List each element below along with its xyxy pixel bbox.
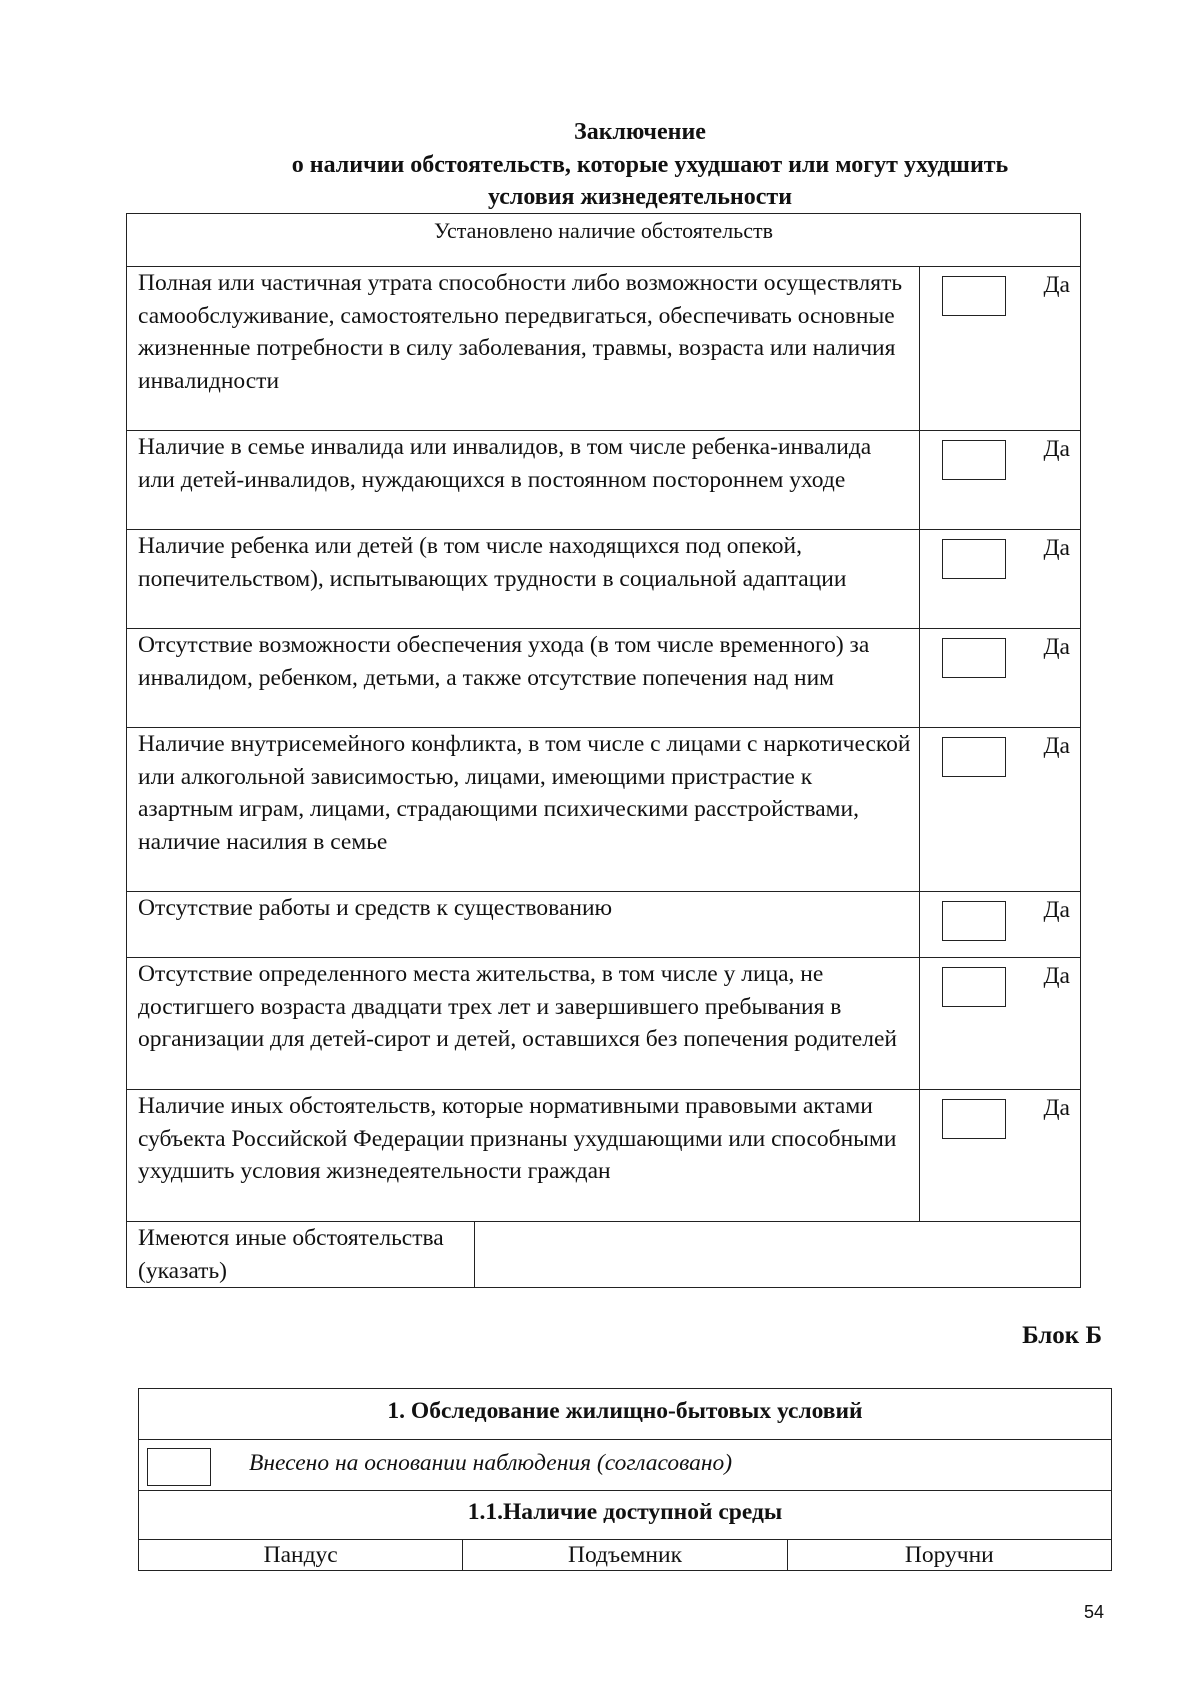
circumstance-check-8[interactable]	[920, 1090, 1081, 1222]
observation-row	[139, 1440, 1112, 1491]
circumstance-row-6: Отсутствие работы и средств к существованию	[127, 892, 920, 958]
column-ramp: Пандус	[139, 1540, 463, 1571]
yes-label: Да	[1043, 897, 1070, 923]
circumstance-check-6[interactable]	[920, 892, 1081, 958]
yes-label: Да	[1043, 634, 1070, 660]
circumstance-row-5: Наличие внутрисемейного конфликта, в том числе с лицами с наркотической или алкогольной зависимостью, лицами, имеющими пристрастие к азартным играм, лицами, страдающими психическими расстройствами, наличие насилия в семье	[127, 728, 920, 892]
circumstance-row-1: Полная или частичная утрата способности либо возможности осуществлять самообслуживание, самостоятельно передвигаться, обеспечивать основные жизненные потребности в силу заболевания, травмы, возраста или наличия инвалидности	[127, 267, 920, 431]
circumstance-row-8: Наличие иных обстоятельств, которые нормативными правовыми актами субъекта Российской Федерации признаны ухудшающими или способными ухудшить условия жизнедеятельности граждан	[127, 1090, 920, 1222]
yes-label: Да	[1043, 733, 1070, 759]
checkbox[interactable]	[942, 967, 1006, 1007]
circumstance-check-1[interactable]	[920, 267, 1081, 431]
yes-label: Да	[1043, 535, 1070, 561]
yes-label: Да	[1043, 272, 1070, 298]
checkbox[interactable]	[942, 901, 1006, 941]
circumstance-check-4[interactable]	[920, 629, 1081, 728]
circumstance-check-3[interactable]	[920, 530, 1081, 629]
column-lift: Подъемник	[463, 1540, 787, 1571]
column-handrails: Поручни	[787, 1540, 1111, 1571]
checkbox[interactable]	[942, 1099, 1006, 1139]
other-circumstances-field[interactable]	[475, 1222, 1081, 1288]
circumstance-row-3: Наличие ребенка или детей (в том числе находящихся под опекой, попечительством), испытывающих трудности в социальной адаптации	[127, 530, 920, 629]
section-heading: 1. Обследование жилищно-бытовых условий	[139, 1389, 1112, 1440]
other-circumstances-label: Имеются иные обстоятельства (указать)	[127, 1222, 475, 1288]
checkbox[interactable]	[942, 276, 1006, 316]
observation-note: Внесено на основании наблюдения (согласовано)	[249, 1450, 733, 1476]
document-title: Заключение	[574, 119, 706, 145]
block-label: Блок Б	[1022, 1322, 1102, 1349]
circumstances-table-header: Установлено наличие обстоятельств	[127, 214, 1081, 267]
circumstance-check-7[interactable]	[920, 958, 1081, 1090]
yes-label: Да	[1043, 963, 1070, 989]
circumstance-row-2: Наличие в семье инвалида или инвалидов, в том числе ребенка-инвалида или детей-инвалидов, нуждающихся в постоянном постороннем уходе	[127, 431, 920, 530]
checkbox[interactable]	[942, 737, 1006, 777]
checkbox[interactable]	[942, 638, 1006, 678]
circumstance-row-4: Отсутствие возможности обеспечения ухода (в том числе временного) за инвалидом, ребенком, детьми, а также отсутствие попечения над ним	[127, 629, 920, 728]
circumstances-table	[126, 213, 1081, 1288]
living-conditions-table	[138, 1388, 1112, 1571]
yes-label: Да	[1043, 1095, 1070, 1121]
circumstance-row-7: Отсутствие определенного места жительства, в том числе у лица, не достигшего возраста двадцати трех лет и завершившего пребывания в организации для детей-сирот и детей, оставшихся без попечения родителей	[127, 958, 920, 1090]
subsection-heading: 1.1.Наличие доступной среды	[139, 1491, 1112, 1540]
checkbox[interactable]	[942, 539, 1006, 579]
circumstance-check-5[interactable]	[920, 728, 1081, 892]
checkbox[interactable]	[942, 440, 1006, 480]
observation-checkbox[interactable]	[147, 1448, 211, 1486]
page-number: 54	[1083, 1602, 1104, 1622]
document-subtitle-cont: условия жизнедеятельности	[487, 184, 793, 210]
yes-label: Да	[1043, 436, 1070, 462]
circumstance-check-2[interactable]	[920, 431, 1081, 530]
document-subtitle: о наличии обстоятельств, которые ухудшают или могут ухудшить	[291, 152, 1009, 178]
